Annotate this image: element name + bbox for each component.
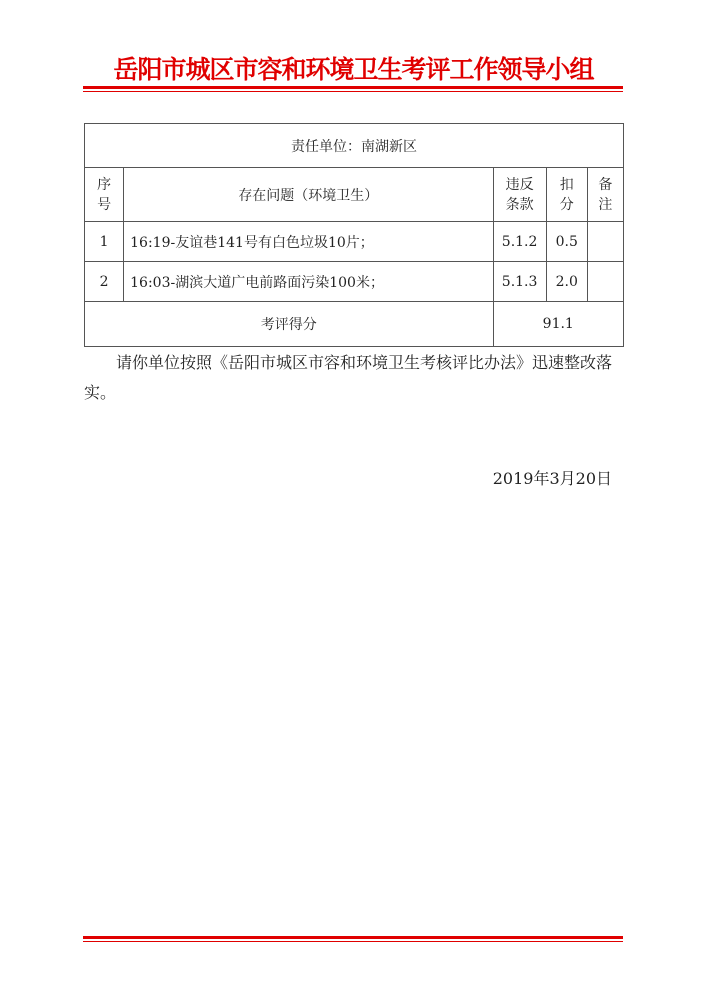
header-issue: 存在问题（环境卫生） xyxy=(124,168,493,222)
table-header-row xyxy=(85,168,624,222)
row-index: 2 xyxy=(85,262,124,302)
header-clause-line2: 条款 xyxy=(505,196,534,213)
table-row xyxy=(85,262,624,302)
header-divider-thick xyxy=(83,86,623,89)
header-index-line2: 号 xyxy=(97,196,112,213)
row-issue: 16:03-湖滨大道广电前路面污染100米； xyxy=(124,262,493,302)
header-deduct xyxy=(546,168,587,222)
document-header-title: 岳阳市城区市容和环境卫生考评工作领导小组 xyxy=(113,55,594,84)
header-divider-thin xyxy=(83,91,623,92)
header-note-line1: 备 xyxy=(598,176,613,193)
header-deduct-line1: 扣 xyxy=(559,176,574,193)
row-deduct: 0.5 xyxy=(546,222,587,262)
header-clause xyxy=(493,168,546,222)
row-index: 1 xyxy=(85,222,124,262)
table-row xyxy=(85,222,624,262)
header-clause-line1: 违反 xyxy=(505,176,534,193)
header-note xyxy=(587,168,623,222)
instruction-paragraph: 请你单位按照《岳阳市城区市容和环境卫生考核评比办法》迅速整改落实。 xyxy=(84,353,613,402)
score-label: 考评得分 xyxy=(85,302,494,347)
header-index-line1: 序 xyxy=(97,176,112,193)
row-issue: 16:19-友谊巷141号有白色垃圾10片； xyxy=(124,222,493,262)
footer-divider-thin xyxy=(83,941,623,942)
header-deduct-line2: 分 xyxy=(559,196,574,213)
inspection-table xyxy=(84,123,624,347)
unit-row xyxy=(85,124,624,168)
footer-divider-thick xyxy=(83,936,623,939)
row-note xyxy=(587,222,623,262)
row-deduct: 2.0 xyxy=(546,262,587,302)
row-clause: 5.1.3 xyxy=(493,262,546,302)
score-row xyxy=(85,302,624,347)
row-note xyxy=(587,262,623,302)
row-clause: 5.1.2 xyxy=(493,222,546,262)
score-value: 91.1 xyxy=(493,302,624,347)
header-note-line2: 注 xyxy=(598,196,613,213)
issue-date: 2019年3月20日 xyxy=(492,469,612,488)
header-index xyxy=(85,168,124,222)
responsible-unit-cell: 责任单位：南湖新区 xyxy=(85,124,624,168)
